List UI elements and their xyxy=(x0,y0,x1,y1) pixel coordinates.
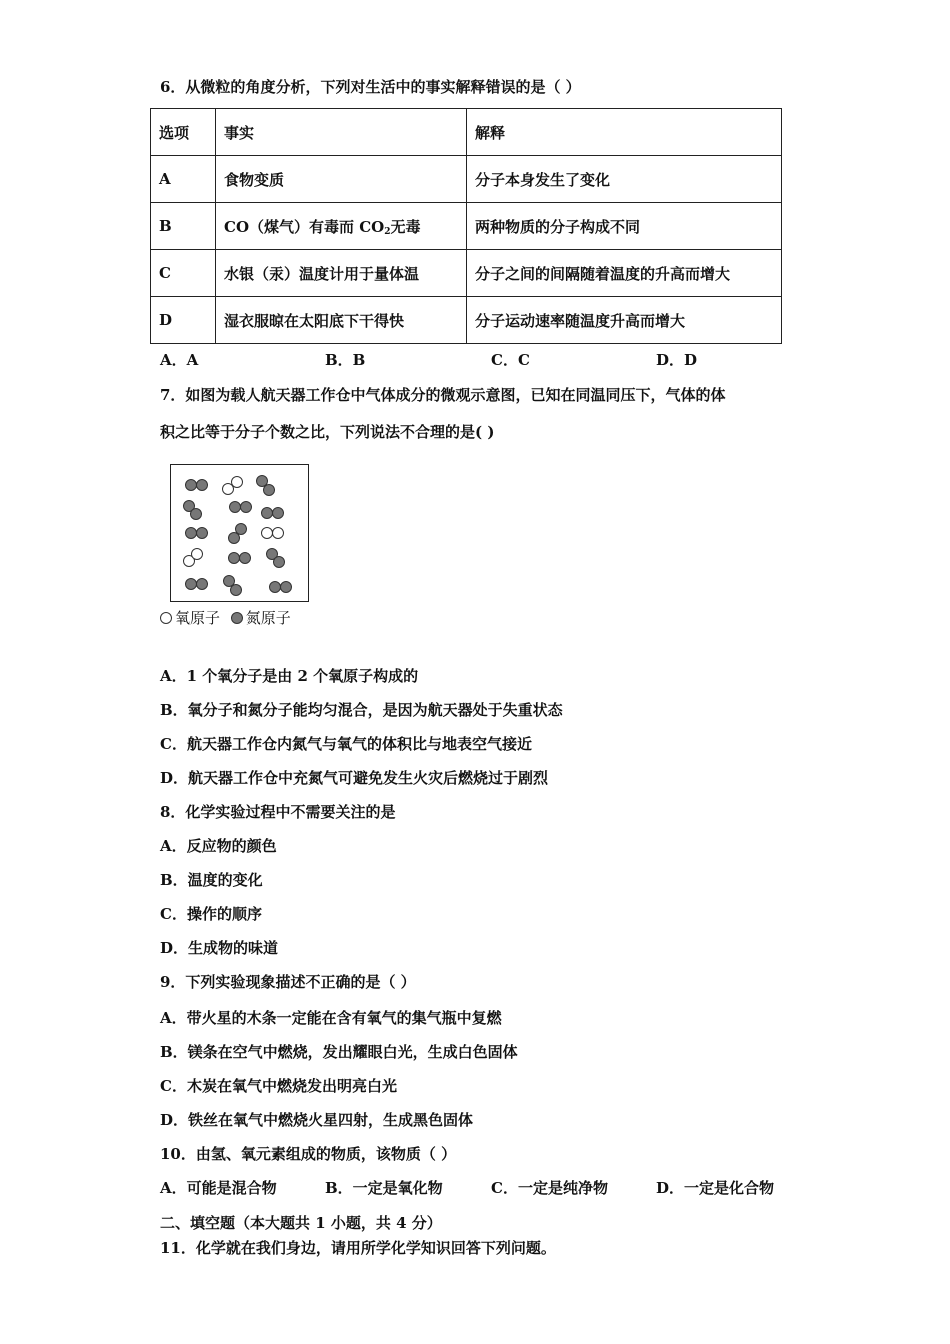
row-explanation: 分子运动速率随温度升高而增大 xyxy=(467,297,782,344)
q10-choice-b[interactable]: B．一定是氧化物 xyxy=(325,1179,443,1197)
nitrogen-atom-icon xyxy=(191,509,202,520)
nitrogen-atom-icon xyxy=(231,612,243,624)
q8-choice-a[interactable]: A．反应物的颜色 xyxy=(160,837,277,855)
oxygen-atom-icon xyxy=(223,484,234,495)
table-header-row xyxy=(151,109,782,156)
nitrogen-atom-icon xyxy=(197,528,208,539)
q7-choice-c[interactable]: C．航天器工作仓内氮气与氧气的体积比与地表空气接近 xyxy=(160,735,532,753)
molecule-diagram xyxy=(170,464,309,602)
table-row xyxy=(151,203,782,250)
table-row xyxy=(151,250,782,297)
q10-stem: 10．由氢、氧元素组成的物质，该物质（ ） xyxy=(160,1145,457,1163)
nitrogen-atom-icon xyxy=(281,582,292,593)
row-fact: 食物变质 xyxy=(216,156,467,203)
q8-choice-d[interactable]: D．生成物的味道 xyxy=(160,939,279,957)
molecule-diagram-svg xyxy=(171,465,308,601)
q9-choice-d[interactable]: D．铁丝在氧气中燃烧火星四射，生成黑色固体 xyxy=(160,1111,474,1129)
row-fact: 湿衣服晾在太阳底下干得快 xyxy=(216,297,467,344)
nitrogen-atom-icon xyxy=(241,502,252,513)
row-explanation: 分子之间的间隔随着温度的升高而增大 xyxy=(467,250,782,297)
nitrogen-atom-icon xyxy=(262,508,273,519)
nitrogen-atom-icon xyxy=(231,585,242,596)
q6-choice-b[interactable]: B．B xyxy=(325,351,366,369)
nitrogen-atom-icon xyxy=(270,582,281,593)
q6-table xyxy=(150,108,782,344)
diagram-legend xyxy=(160,608,291,628)
q9-stem: 9．下列实验现象描述不正确的是（ ） xyxy=(160,973,416,991)
q6-choice-c[interactable]: C．C xyxy=(491,351,530,369)
row-option: A xyxy=(151,156,216,203)
oxygen-atom-icon xyxy=(192,549,203,560)
q6-choice-a[interactable]: A．A xyxy=(160,351,199,369)
oxygen-atom-icon xyxy=(273,528,284,539)
q10-choice-a[interactable]: A．可能是混合物 xyxy=(160,1179,277,1197)
section-heading: 二、填空题（本大题共 1 小题，共 4 分） xyxy=(160,1214,442,1232)
q7-choice-d[interactable]: D．航天器工作仓中充氮气可避免发生火灾后燃烧过于剧烈 xyxy=(160,769,549,787)
row-option: D xyxy=(151,297,216,344)
nitrogen-atom-icon xyxy=(240,553,251,564)
oxygen-atom-icon xyxy=(232,477,243,488)
fact-suffix: 无毒 xyxy=(390,217,421,236)
nitrogen-atom-icon xyxy=(264,485,275,496)
legend-oxygen-label: 氧原子 xyxy=(175,609,221,627)
q7-stem-line2: 积之比等于分子个数之比，下列说法不合理的是( ) xyxy=(160,423,495,441)
q8-choice-c[interactable]: C．操作的顺序 xyxy=(160,905,262,923)
table-row xyxy=(151,297,782,344)
row-fact: 水银（汞）温度计用于量体温 xyxy=(216,250,467,297)
q9-choice-b[interactable]: B．镁条在空气中燃烧，发出耀眼白光，生成白色固体 xyxy=(160,1043,518,1061)
table-row xyxy=(151,156,782,203)
nitrogen-atom-icon xyxy=(197,579,208,590)
q8-stem: 8．化学实验过程中不需要关注的是 xyxy=(160,803,396,821)
q6-choice-d[interactable]: D．D xyxy=(656,351,698,369)
nitrogen-atom-icon xyxy=(273,508,284,519)
q7-choice-a[interactable]: A．1 个氧分子是由 2 个氧原子构成的 xyxy=(160,667,419,685)
row-option: B xyxy=(151,203,216,250)
q8-choice-b[interactable]: B．温度的变化 xyxy=(160,871,263,889)
header-option: 选项 xyxy=(151,109,216,156)
nitrogen-atom-icon xyxy=(186,579,197,590)
oxygen-atom-icon xyxy=(262,528,273,539)
row-explanation: 分子本身发生了变化 xyxy=(467,156,782,203)
q11-stem: 11．化学就在我们身边，请用所学化学知识回答下列问题。 xyxy=(160,1239,556,1257)
nitrogen-atom-icon xyxy=(230,502,241,513)
nitrogen-atom-icon xyxy=(186,528,197,539)
q6-stem: 6．从微粒的角度分析，下列对生活中的事实解释错误的是（ ） xyxy=(160,78,581,96)
nitrogen-atom-icon xyxy=(229,553,240,564)
q9-choice-a[interactable]: A．带火星的木条一定能在含有氧气的集气瓶中复燃 xyxy=(160,1009,502,1027)
nitrogen-atom-icon xyxy=(224,576,235,587)
q7-stem-line1: 7．如图为载人航天器工作仓中气体成分的微观示意图，已知在同温同压下，气体的体 xyxy=(160,386,726,404)
row-fact xyxy=(216,203,467,250)
q10-choice-c[interactable]: C．一定是纯净物 xyxy=(491,1179,608,1197)
nitrogen-atom-icon xyxy=(257,476,268,487)
fact-prefix: CO（煤气）有毒而 CO xyxy=(224,217,385,236)
fact-subscript: 2 xyxy=(384,226,391,237)
nitrogen-atom-icon xyxy=(236,524,247,535)
header-explanation: 解释 xyxy=(467,109,782,156)
header-fact: 事实 xyxy=(216,109,467,156)
oxygen-atom-icon xyxy=(160,612,172,624)
legend-nitrogen-label: 氮原子 xyxy=(245,609,291,627)
row-explanation: 两种物质的分子构成不同 xyxy=(467,203,782,250)
nitrogen-atom-icon xyxy=(274,557,285,568)
q10-choice-d[interactable]: D．一定是化合物 xyxy=(656,1179,775,1197)
nitrogen-atom-icon xyxy=(197,480,208,491)
q7-choice-b[interactable]: B．氧分子和氮分子能均匀混合，是因为航天器处于失重状态 xyxy=(160,701,563,719)
nitrogen-atom-icon xyxy=(186,480,197,491)
nitrogen-atom-icon xyxy=(229,533,240,544)
row-option: C xyxy=(151,250,216,297)
q9-choice-c[interactable]: C．木炭在氧气中燃烧发出明亮白光 xyxy=(160,1077,397,1095)
